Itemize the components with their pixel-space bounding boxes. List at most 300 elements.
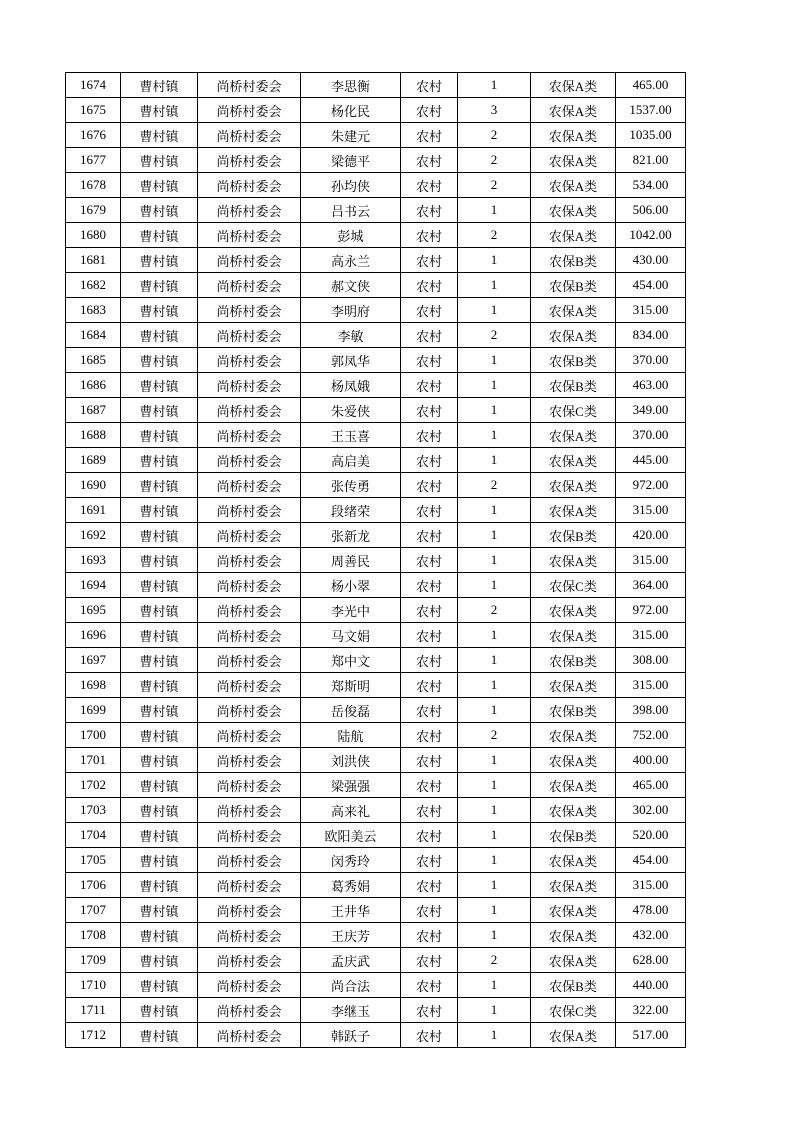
cell-seq: 1699 (66, 698, 121, 723)
cell-area: 农村 (401, 648, 458, 673)
cell-town: 曹村镇 (121, 598, 198, 623)
table-row (66, 998, 686, 1023)
cell-area: 农村 (401, 573, 458, 598)
cell-area: 农村 (401, 998, 458, 1023)
cell-seq: 1700 (66, 723, 121, 748)
cell-name: 孙均侠 (301, 173, 401, 198)
cell-area: 农村 (401, 398, 458, 423)
cell-village: 尚桥村委会 (198, 398, 301, 423)
cell-category: 农保A类 (531, 1023, 616, 1048)
cell-town: 曹村镇 (121, 348, 198, 373)
cell-seq: 1693 (66, 548, 121, 573)
cell-amount: 432.00 (616, 923, 686, 948)
cell-seq: 1678 (66, 173, 121, 198)
cell-area: 农村 (401, 623, 458, 648)
cell-village: 尚桥村委会 (198, 298, 301, 323)
cell-town: 曹村镇 (121, 723, 198, 748)
cell-seq: 1688 (66, 423, 121, 448)
table-row (66, 448, 686, 473)
cell-area: 农村 (401, 798, 458, 823)
cell-village: 尚桥村委会 (198, 1023, 301, 1048)
table-row (66, 198, 686, 223)
cell-town: 曹村镇 (121, 448, 198, 473)
cell-seq: 1704 (66, 823, 121, 848)
cell-count: 2 (458, 948, 531, 973)
cell-town: 曹村镇 (121, 73, 198, 98)
cell-amount: 834.00 (616, 323, 686, 348)
cell-village: 尚桥村委会 (198, 598, 301, 623)
cell-seq: 1690 (66, 473, 121, 498)
cell-seq: 1710 (66, 973, 121, 998)
table-row (66, 123, 686, 148)
cell-name: 杨化民 (301, 98, 401, 123)
cell-category: 农保A类 (531, 948, 616, 973)
table-row (66, 898, 686, 923)
cell-seq: 1701 (66, 748, 121, 773)
cell-amount: 821.00 (616, 148, 686, 173)
cell-count: 2 (458, 473, 531, 498)
cell-seq: 1703 (66, 798, 121, 823)
cell-village: 尚桥村委会 (198, 373, 301, 398)
cell-count: 1 (458, 648, 531, 673)
cell-count: 2 (458, 323, 531, 348)
table-row (66, 1023, 686, 1048)
cell-amount: 315.00 (616, 673, 686, 698)
table-row (66, 873, 686, 898)
cell-amount: 972.00 (616, 473, 686, 498)
cell-category: 农保A类 (531, 623, 616, 648)
cell-count: 2 (458, 173, 531, 198)
cell-town: 曹村镇 (121, 898, 198, 923)
cell-amount: 302.00 (616, 798, 686, 823)
cell-town: 曹村镇 (121, 548, 198, 573)
cell-category: 农保A类 (531, 748, 616, 773)
cell-seq: 1706 (66, 873, 121, 898)
cell-count: 1 (458, 373, 531, 398)
cell-seq: 1685 (66, 348, 121, 373)
cell-name: 高来礼 (301, 798, 401, 823)
cell-seq: 1709 (66, 948, 121, 973)
cell-seq: 1675 (66, 98, 121, 123)
cell-seq: 1684 (66, 323, 121, 348)
cell-amount: 322.00 (616, 998, 686, 1023)
cell-town: 曹村镇 (121, 298, 198, 323)
cell-count: 1 (458, 773, 531, 798)
cell-category: 农保B类 (531, 348, 616, 373)
cell-count: 2 (458, 723, 531, 748)
table-row (66, 723, 686, 748)
cell-category: 农保A类 (531, 898, 616, 923)
cell-name: 杨小翠 (301, 573, 401, 598)
cell-category: 农保B类 (531, 273, 616, 298)
cell-amount: 517.00 (616, 1023, 686, 1048)
cell-town: 曹村镇 (121, 573, 198, 598)
cell-seq: 1674 (66, 73, 121, 98)
cell-town: 曹村镇 (121, 123, 198, 148)
cell-seq: 1697 (66, 648, 121, 673)
cell-town: 曹村镇 (121, 673, 198, 698)
cell-amount: 398.00 (616, 698, 686, 723)
cell-count: 1 (458, 498, 531, 523)
cell-amount: 534.00 (616, 173, 686, 198)
cell-village: 尚桥村委会 (198, 498, 301, 523)
table-row (66, 498, 686, 523)
cell-count: 1 (458, 198, 531, 223)
table-row (66, 73, 686, 98)
cell-category: 农保A类 (531, 98, 616, 123)
cell-count: 1 (458, 898, 531, 923)
cell-town: 曹村镇 (121, 923, 198, 948)
cell-town: 曹村镇 (121, 648, 198, 673)
cell-category: 农保A类 (531, 298, 616, 323)
cell-area: 农村 (401, 448, 458, 473)
cell-category: 农保A类 (531, 448, 616, 473)
cell-village: 尚桥村委会 (198, 223, 301, 248)
cell-seq: 1708 (66, 923, 121, 948)
cell-village: 尚桥村委会 (198, 848, 301, 873)
cell-name: 尚合法 (301, 973, 401, 998)
cell-seq: 1683 (66, 298, 121, 323)
cell-category: 农保A类 (531, 473, 616, 498)
cell-area: 农村 (401, 323, 458, 348)
cell-count: 1 (458, 523, 531, 548)
cell-count: 1 (458, 873, 531, 898)
cell-village: 尚桥村委会 (198, 573, 301, 598)
cell-village: 尚桥村委会 (198, 823, 301, 848)
cell-count: 3 (458, 98, 531, 123)
cell-category: 农保C类 (531, 998, 616, 1023)
cell-town: 曹村镇 (121, 173, 198, 198)
cell-amount: 400.00 (616, 748, 686, 773)
cell-name: 高永兰 (301, 248, 401, 273)
table-row (66, 323, 686, 348)
cell-amount: 349.00 (616, 398, 686, 423)
cell-amount: 370.00 (616, 348, 686, 373)
cell-amount: 506.00 (616, 198, 686, 223)
cell-amount: 315.00 (616, 548, 686, 573)
cell-town: 曹村镇 (121, 373, 198, 398)
cell-seq: 1711 (66, 998, 121, 1023)
table-row (66, 348, 686, 373)
cell-village: 尚桥村委会 (198, 73, 301, 98)
cell-name: 郑中文 (301, 648, 401, 673)
cell-category: 农保A类 (531, 848, 616, 873)
table-row (66, 673, 686, 698)
cell-category: 农保A类 (531, 148, 616, 173)
table-row (66, 823, 686, 848)
table-row (66, 548, 686, 573)
cell-seq: 1692 (66, 523, 121, 548)
cell-count: 2 (458, 598, 531, 623)
cell-name: 欧阳美云 (301, 823, 401, 848)
cell-area: 农村 (401, 598, 458, 623)
cell-area: 农村 (401, 723, 458, 748)
cell-category: 农保A类 (531, 223, 616, 248)
table-row (66, 298, 686, 323)
cell-seq: 1681 (66, 248, 121, 273)
cell-area: 农村 (401, 373, 458, 398)
cell-name: 陆航 (301, 723, 401, 748)
cell-category: 农保A类 (531, 123, 616, 148)
cell-name: 李敏 (301, 323, 401, 348)
cell-count: 1 (458, 248, 531, 273)
cell-category: 农保A类 (531, 198, 616, 223)
cell-town: 曹村镇 (121, 273, 198, 298)
cell-category: 农保A类 (531, 423, 616, 448)
cell-amount: 420.00 (616, 523, 686, 548)
cell-name: 王玉喜 (301, 423, 401, 448)
cell-amount: 454.00 (616, 848, 686, 873)
cell-name: 孟庆武 (301, 948, 401, 973)
cell-village: 尚桥村委会 (198, 873, 301, 898)
cell-category: 农保A类 (531, 798, 616, 823)
cell-amount: 1042.00 (616, 223, 686, 248)
cell-name: 马文娟 (301, 623, 401, 648)
cell-category: 农保A类 (531, 723, 616, 748)
cell-village: 尚桥村委会 (198, 773, 301, 798)
cell-village: 尚桥村委会 (198, 748, 301, 773)
cell-count: 1 (458, 673, 531, 698)
cell-town: 曹村镇 (121, 423, 198, 448)
cell-seq: 1712 (66, 1023, 121, 1048)
table-row (66, 523, 686, 548)
cell-name: 吕书云 (301, 198, 401, 223)
cell-amount: 1035.00 (616, 123, 686, 148)
cell-amount: 315.00 (616, 873, 686, 898)
table-row (66, 773, 686, 798)
cell-amount: 445.00 (616, 448, 686, 473)
cell-area: 农村 (401, 948, 458, 973)
cell-area: 农村 (401, 73, 458, 98)
cell-count: 1 (458, 923, 531, 948)
cell-area: 农村 (401, 973, 458, 998)
cell-name: 张新龙 (301, 523, 401, 548)
cell-village: 尚桥村委会 (198, 673, 301, 698)
cell-village: 尚桥村委会 (198, 523, 301, 548)
document-page (65, 72, 686, 1048)
cell-amount: 308.00 (616, 648, 686, 673)
cell-village: 尚桥村委会 (198, 723, 301, 748)
cell-town: 曹村镇 (121, 848, 198, 873)
cell-town: 曹村镇 (121, 398, 198, 423)
cell-village: 尚桥村委会 (198, 98, 301, 123)
cell-name: 李光中 (301, 598, 401, 623)
cell-name: 郭凤华 (301, 348, 401, 373)
cell-amount: 478.00 (616, 898, 686, 923)
cell-village: 尚桥村委会 (198, 998, 301, 1023)
cell-town: 曹村镇 (121, 948, 198, 973)
cell-name: 王庆芳 (301, 923, 401, 948)
cell-count: 1 (458, 998, 531, 1023)
cell-village: 尚桥村委会 (198, 648, 301, 673)
cell-category: 农保C类 (531, 398, 616, 423)
cell-count: 1 (458, 848, 531, 873)
table-row (66, 623, 686, 648)
cell-category: 农保A类 (531, 598, 616, 623)
cell-count: 2 (458, 148, 531, 173)
cell-name: 朱爱侠 (301, 398, 401, 423)
cell-category: 农保A类 (531, 873, 616, 898)
cell-area: 农村 (401, 223, 458, 248)
cell-area: 农村 (401, 248, 458, 273)
cell-name: 周善民 (301, 548, 401, 573)
benefit-roster-table (65, 72, 686, 1048)
table-row (66, 98, 686, 123)
cell-count: 1 (458, 623, 531, 648)
table-row (66, 798, 686, 823)
cell-amount: 520.00 (616, 823, 686, 848)
cell-category: 农保B类 (531, 823, 616, 848)
cell-seq: 1676 (66, 123, 121, 148)
cell-area: 农村 (401, 848, 458, 873)
cell-category: 农保B类 (531, 698, 616, 723)
cell-town: 曹村镇 (121, 498, 198, 523)
cell-village: 尚桥村委会 (198, 273, 301, 298)
table-row (66, 573, 686, 598)
cell-area: 农村 (401, 923, 458, 948)
table-row (66, 223, 686, 248)
cell-area: 农村 (401, 173, 458, 198)
table-row (66, 848, 686, 873)
cell-category: 农保A类 (531, 498, 616, 523)
cell-town: 曹村镇 (121, 873, 198, 898)
cell-area: 农村 (401, 98, 458, 123)
table-row (66, 948, 686, 973)
cell-count: 1 (458, 448, 531, 473)
cell-seq: 1677 (66, 148, 121, 173)
cell-name: 闵秀玲 (301, 848, 401, 873)
cell-area: 农村 (401, 348, 458, 373)
table-row (66, 248, 686, 273)
cell-village: 尚桥村委会 (198, 623, 301, 648)
cell-category: 农保A类 (531, 73, 616, 98)
cell-area: 农村 (401, 473, 458, 498)
cell-village: 尚桥村委会 (198, 323, 301, 348)
cell-amount: 315.00 (616, 623, 686, 648)
cell-area: 农村 (401, 1023, 458, 1048)
cell-name: 王井华 (301, 898, 401, 923)
cell-amount: 465.00 (616, 773, 686, 798)
cell-count: 1 (458, 973, 531, 998)
cell-area: 农村 (401, 198, 458, 223)
cell-name: 彭城 (301, 223, 401, 248)
cell-name: 朱建元 (301, 123, 401, 148)
cell-count: 1 (458, 798, 531, 823)
cell-area: 农村 (401, 523, 458, 548)
cell-amount: 465.00 (616, 73, 686, 98)
cell-name: 高启美 (301, 448, 401, 473)
table-row (66, 423, 686, 448)
cell-village: 尚桥村委会 (198, 248, 301, 273)
cell-town: 曹村镇 (121, 98, 198, 123)
table-row (66, 598, 686, 623)
cell-count: 2 (458, 223, 531, 248)
table-row (66, 923, 686, 948)
cell-name: 段绪荣 (301, 498, 401, 523)
cell-area: 农村 (401, 698, 458, 723)
cell-town: 曹村镇 (121, 748, 198, 773)
cell-name: 韩跃子 (301, 1023, 401, 1048)
cell-area: 农村 (401, 298, 458, 323)
cell-area: 农村 (401, 898, 458, 923)
cell-village: 尚桥村委会 (198, 448, 301, 473)
cell-town: 曹村镇 (121, 798, 198, 823)
table-row (66, 373, 686, 398)
cell-area: 农村 (401, 773, 458, 798)
cell-area: 农村 (401, 673, 458, 698)
cell-seq: 1702 (66, 773, 121, 798)
table-row (66, 473, 686, 498)
cell-area: 农村 (401, 823, 458, 848)
cell-town: 曹村镇 (121, 148, 198, 173)
table-row (66, 173, 686, 198)
cell-seq: 1686 (66, 373, 121, 398)
cell-category: 农保C类 (531, 573, 616, 598)
cell-village: 尚桥村委会 (198, 548, 301, 573)
cell-count: 1 (458, 573, 531, 598)
cell-amount: 1537.00 (616, 98, 686, 123)
cell-amount: 370.00 (616, 423, 686, 448)
cell-category: 农保A类 (531, 323, 616, 348)
cell-name: 梁强强 (301, 773, 401, 798)
cell-category: 农保B类 (531, 248, 616, 273)
cell-count: 1 (458, 548, 531, 573)
cell-town: 曹村镇 (121, 523, 198, 548)
cell-count: 1 (458, 698, 531, 723)
cell-amount: 430.00 (616, 248, 686, 273)
cell-category: 农保B类 (531, 648, 616, 673)
cell-village: 尚桥村委会 (198, 148, 301, 173)
cell-town: 曹村镇 (121, 773, 198, 798)
cell-category: 农保A类 (531, 173, 616, 198)
cell-town: 曹村镇 (121, 698, 198, 723)
cell-town: 曹村镇 (121, 198, 198, 223)
cell-area: 农村 (401, 873, 458, 898)
cell-name: 杨凤娥 (301, 373, 401, 398)
cell-town: 曹村镇 (121, 248, 198, 273)
cell-village: 尚桥村委会 (198, 423, 301, 448)
table-row (66, 698, 686, 723)
cell-area: 农村 (401, 548, 458, 573)
cell-village: 尚桥村委会 (198, 898, 301, 923)
cell-name: 郝文侠 (301, 273, 401, 298)
cell-name: 李明府 (301, 298, 401, 323)
cell-area: 农村 (401, 148, 458, 173)
cell-name: 梁德平 (301, 148, 401, 173)
cell-category: 农保B类 (531, 973, 616, 998)
cell-town: 曹村镇 (121, 473, 198, 498)
table-row (66, 648, 686, 673)
table-row (66, 148, 686, 173)
cell-count: 1 (458, 398, 531, 423)
cell-village: 尚桥村委会 (198, 348, 301, 373)
cell-name: 李继玉 (301, 998, 401, 1023)
table-row (66, 398, 686, 423)
cell-town: 曹村镇 (121, 323, 198, 348)
cell-area: 农村 (401, 273, 458, 298)
cell-amount: 315.00 (616, 498, 686, 523)
cell-name: 葛秀娟 (301, 873, 401, 898)
cell-town: 曹村镇 (121, 998, 198, 1023)
cell-area: 农村 (401, 123, 458, 148)
cell-count: 1 (458, 1023, 531, 1048)
cell-name: 刘洪侠 (301, 748, 401, 773)
cell-seq: 1689 (66, 448, 121, 473)
cell-amount: 463.00 (616, 373, 686, 398)
cell-seq: 1680 (66, 223, 121, 248)
cell-name: 郑斯明 (301, 673, 401, 698)
cell-category: 农保A类 (531, 773, 616, 798)
